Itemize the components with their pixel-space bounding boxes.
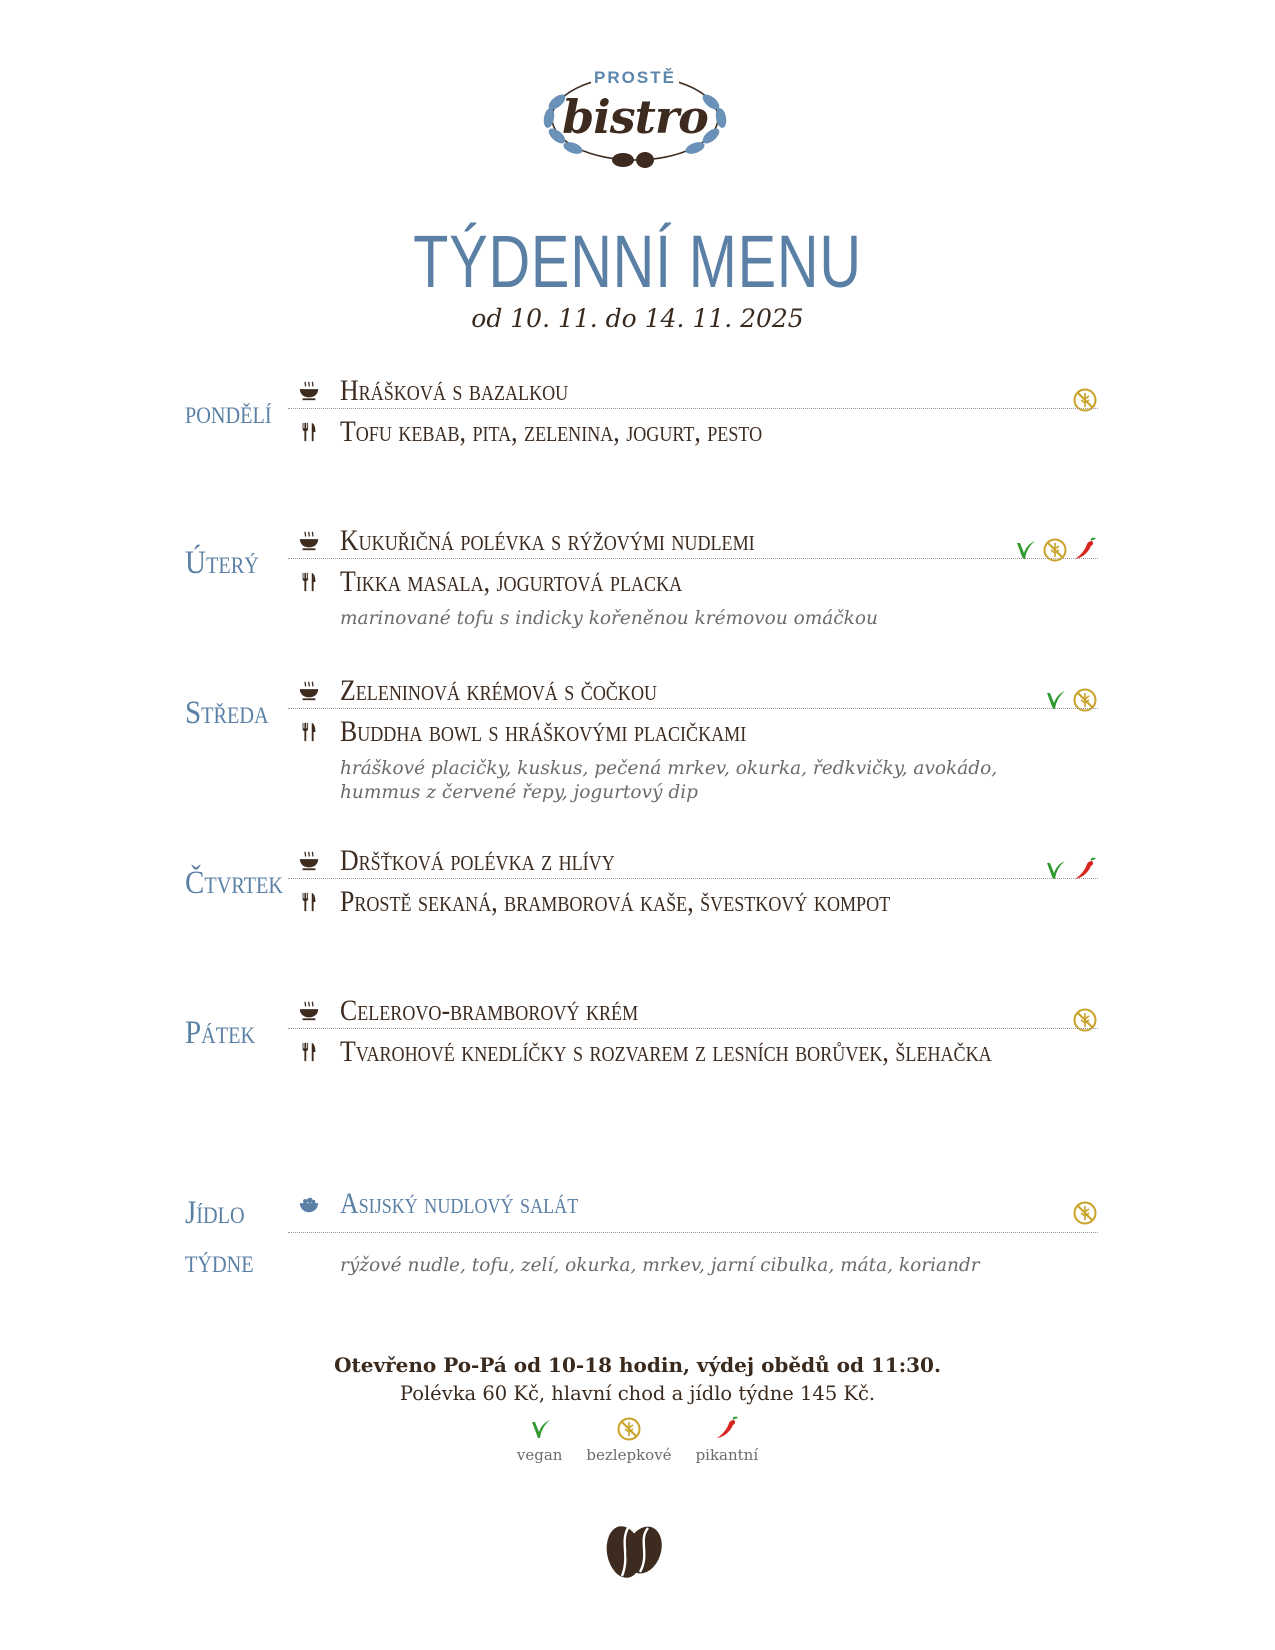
soup-name: Kukuřičná polévka s rýžovými nudlemi — [340, 524, 755, 557]
legend-vegan-label: vegan — [516, 1446, 563, 1464]
vegan-icon — [1042, 857, 1068, 883]
day-label: Středa — [185, 695, 269, 731]
main-course-name: Prostě sekaná, bramborová kaše, švestkový kompot — [340, 885, 891, 918]
coffee-beans-icon — [602, 1520, 664, 1584]
gluten-free-icon — [1042, 537, 1068, 563]
gluten-free-icon — [1072, 1007, 1098, 1033]
main-course-description: hráškové placičky, kuskus, pečená mrkev, okurka, ředkvičky, avokádo, — [340, 758, 998, 779]
main-course-name: Tikka masala, jogurtová placka — [340, 565, 683, 598]
soup-name: Celerovo-bramborový krém — [340, 994, 639, 1027]
soup-bowl-icon — [298, 680, 320, 702]
main-course-name: Tvarohové knedlíčky s rozvarem z lesních borůvek, šlehačka — [340, 1035, 992, 1068]
soup-badges — [1042, 856, 1098, 884]
menu-date-range: od 10. 11. do 14. 11. 2025 — [471, 304, 804, 333]
soup-badges — [1042, 686, 1098, 714]
divider — [288, 1028, 1098, 1029]
legend-gluten-free — [586, 1416, 671, 1464]
vegan-icon — [1012, 537, 1038, 563]
legend-spicy-label: pikantní — [695, 1446, 759, 1464]
logo-top-text: PROSTĚ — [594, 68, 676, 87]
main-course-row — [288, 413, 1098, 455]
main-course-name: Buddha bowl s hráškovými placičkami — [340, 715, 747, 748]
page-title: TÝDENNÍ MENU — [413, 220, 862, 303]
soup-name: Zeleninová krémová s čočkou — [340, 674, 658, 707]
soup-bowl-icon — [298, 380, 320, 402]
legend — [0, 1416, 1275, 1464]
main-course-description: marinované tofu s indicky kořeněnou krémovou omáčkou — [340, 608, 878, 629]
main-course-description: hummus z červené řepy, jogurtový dip — [340, 782, 698, 803]
day-label: pondělí — [185, 395, 272, 431]
main-course-name: Tofu kebab, pita, zelenina, jogurt, pesto — [340, 415, 763, 448]
logo-main-text: bistro — [562, 90, 708, 144]
vegan-icon — [1042, 687, 1068, 713]
soup-name: Hrášková s bazalkou — [340, 374, 569, 407]
divider — [288, 558, 1098, 559]
gluten-free-icon — [616, 1416, 642, 1442]
divider — [288, 708, 1098, 709]
week-dish-description: rýžové nudle, tofu, zelí, okurka, mrkev, jarní cibulka, máta, koriandr — [340, 1255, 980, 1276]
main-course-row — [288, 713, 1098, 755]
day-label: Čtvrtek — [185, 865, 283, 901]
soup-badges — [1012, 536, 1098, 564]
soup-name: Dršťková polévka z hlívy — [340, 844, 615, 877]
cutlery-icon — [298, 571, 320, 593]
week-dish-label-line2: týdne — [185, 1244, 254, 1280]
prices: Polévka 60 Kč, hlavní chod a jídlo týdne 145 Kč. — [399, 1382, 876, 1405]
legend-vegan — [517, 1416, 563, 1464]
opening-hours: Otevřeno Po-Pá od 10-18 hodin, výdej obědů od 11:30. — [334, 1353, 941, 1377]
chili-pepper-icon — [714, 1416, 740, 1442]
day-label: Pátek — [185, 1015, 256, 1051]
cutlery-icon — [298, 891, 320, 913]
legend-gluten-free-label: bezlepkové — [586, 1446, 672, 1464]
salad-bowl-icon — [298, 1193, 320, 1215]
soup-bowl-icon — [298, 850, 320, 872]
soup-bowl-icon — [298, 530, 320, 552]
vegan-icon — [527, 1416, 553, 1442]
divider — [288, 878, 1098, 879]
divider — [288, 408, 1098, 409]
main-course-row — [288, 1033, 1098, 1075]
main-course-row — [288, 883, 1098, 925]
soup-badges — [1072, 386, 1098, 414]
soup-bowl-icon — [298, 1000, 320, 1022]
legend-spicy — [696, 1416, 759, 1464]
day-label: Úterý — [185, 545, 259, 581]
cutlery-icon — [298, 721, 320, 743]
main-course-row — [288, 563, 1098, 605]
cutlery-icon — [298, 1041, 320, 1063]
soup-badges — [1072, 1006, 1098, 1034]
week-dish-label-line1: Jídlo — [185, 1195, 245, 1231]
week-dish-name: Asijský nudlový salát — [340, 1187, 579, 1220]
cutlery-icon — [298, 421, 320, 443]
week-dish-row — [288, 1185, 1098, 1227]
divider — [288, 1232, 1098, 1233]
week-dish-badges — [1072, 1199, 1098, 1227]
gluten-free-icon — [1072, 687, 1098, 713]
gluten-free-icon — [1072, 1200, 1098, 1226]
logo — [535, 66, 735, 174]
chili-pepper-icon — [1072, 537, 1098, 563]
chili-pepper-icon — [1072, 857, 1098, 883]
gluten-free-icon — [1072, 387, 1098, 413]
